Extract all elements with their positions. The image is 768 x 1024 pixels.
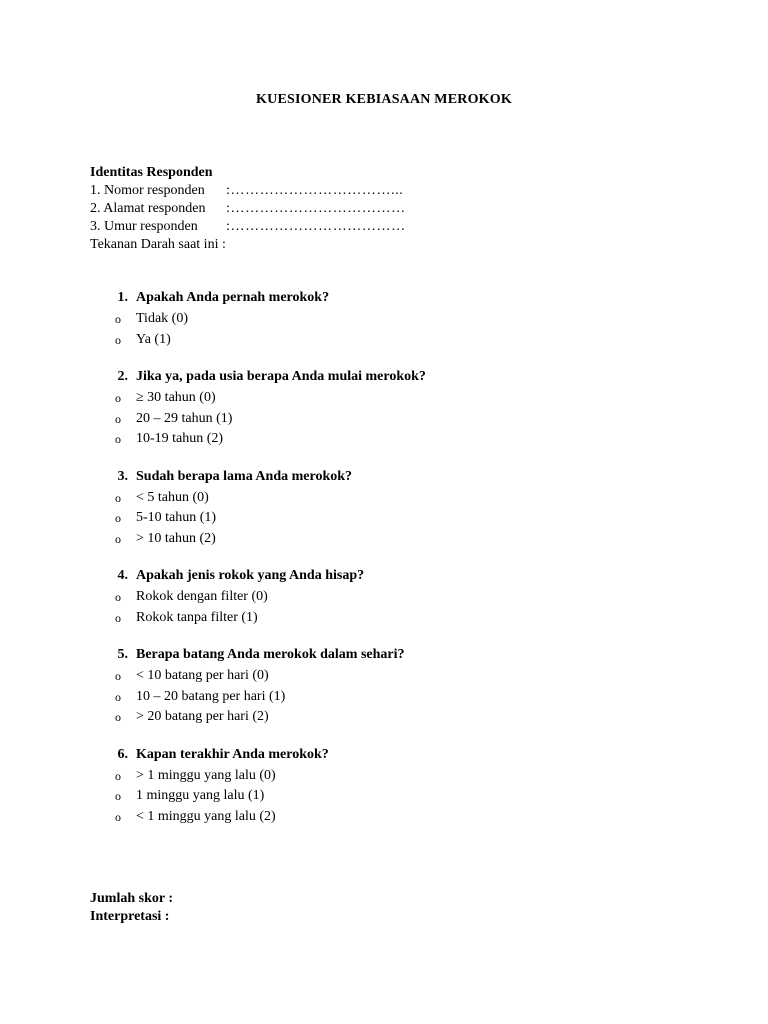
circle-bullet-icon: o	[115, 669, 121, 683]
questions-list	[90, 286, 690, 842]
circle-bullet-icon: o	[115, 590, 121, 604]
field-label: 3. Umur responden	[90, 219, 198, 234]
circle-bullet-icon: o	[115, 768, 121, 783]
circle-bullet-icon: o	[115, 490, 121, 505]
answer-option[interactable]	[90, 707, 690, 728]
question-title	[90, 564, 690, 587]
question-number: 5.	[117, 647, 128, 662]
circle-bullet-icon: o	[115, 332, 121, 347]
answer-option[interactable]	[90, 388, 690, 409]
question-text: Apakah Anda pernah merokok?	[136, 290, 330, 305]
answer-option[interactable]	[90, 429, 690, 450]
respondent-address-field	[90, 200, 406, 218]
answer-option[interactable]	[90, 786, 690, 807]
answer-option-label: 10 – 20 batang per hari (1)	[136, 688, 286, 704]
question-title	[90, 743, 690, 766]
question-number: 4.	[117, 568, 128, 583]
circle-bullet-icon: o	[115, 312, 121, 326]
answer-option[interactable]	[90, 587, 690, 608]
answer-option-label: < 5 tahun (0)	[136, 489, 209, 505]
question-title	[90, 286, 690, 309]
circle-bullet-icon: o	[115, 531, 121, 546]
question-text: Kapan terakhir Anda merokok?	[136, 746, 329, 762]
circle-bullet-icon: o	[115, 789, 121, 803]
respondent-age-field	[90, 218, 406, 236]
field-dotted-line: :………………………………	[226, 201, 406, 216]
answer-option-label: 5-10 tahun (1)	[136, 510, 217, 525]
circle-bullet-icon: o	[115, 511, 121, 525]
question-3	[90, 465, 690, 550]
answer-option-label: > 20 batang per hari (2)	[136, 709, 269, 724]
circle-bullet-icon: o	[115, 411, 121, 426]
answer-option[interactable]	[90, 766, 690, 787]
answer-option[interactable]	[90, 488, 690, 509]
question-text: Apakah jenis rokok yang Anda hisap?	[136, 568, 365, 583]
answer-option-label: Rokok dengan filter (0)	[136, 589, 268, 604]
answer-option-label: > 1 minggu yang lalu (0)	[136, 767, 276, 783]
answer-option[interactable]	[90, 608, 690, 629]
circle-bullet-icon: o	[115, 391, 121, 405]
respondent-identity-section	[90, 164, 406, 254]
circle-bullet-icon: o	[115, 809, 121, 824]
answer-option[interactable]	[90, 330, 690, 351]
question-1	[90, 286, 690, 350]
answer-option-label: Tidak (0)	[136, 311, 188, 326]
identity-heading: Identitas Responden	[90, 165, 213, 180]
answer-option[interactable]	[90, 309, 690, 330]
question-number: 3.	[117, 468, 128, 484]
question-text: Jika ya, pada usia berapa Anda mulai merokok?	[136, 369, 426, 384]
question-6	[90, 743, 690, 828]
field-dotted-line: :………………………………	[226, 219, 406, 234]
answer-option-label: 10-19 tahun (2)	[136, 431, 224, 446]
answer-option[interactable]	[90, 529, 690, 550]
answer-option[interactable]	[90, 666, 690, 687]
answer-option-label: ≥ 30 tahun (0)	[136, 390, 216, 405]
circle-bullet-icon: o	[115, 610, 121, 625]
circle-bullet-icon: o	[115, 432, 121, 446]
document-title: KUESIONER KEBIASAAN MEROKOK	[256, 92, 512, 107]
answer-option-label: < 10 batang per hari (0)	[136, 668, 269, 683]
question-title	[90, 643, 690, 666]
answer-option[interactable]	[90, 508, 690, 529]
question-number: 2.	[117, 369, 128, 384]
total-score-label: Jumlah skor :	[90, 891, 173, 906]
question-4	[90, 564, 690, 628]
answer-option-label: Ya (1)	[136, 331, 171, 347]
field-label: 1. Nomor responden	[90, 183, 205, 198]
answer-option-label: 1 minggu yang lalu (1)	[136, 788, 265, 803]
interpretation-label: Interpretasi :	[90, 909, 170, 924]
score-footer	[90, 890, 173, 926]
answer-option-label: 20 – 29 tahun (1)	[136, 410, 233, 426]
question-title	[90, 365, 690, 388]
field-label: 2. Alamat responden	[90, 201, 206, 216]
answer-option[interactable]	[90, 409, 690, 430]
question-text: Berapa batang Anda merokok dalam sehari?	[136, 647, 405, 662]
question-5	[90, 643, 690, 728]
question-number: 6.	[117, 746, 128, 762]
question-2	[90, 365, 690, 450]
answer-option[interactable]	[90, 687, 690, 708]
answer-option-label: < 1 minggu yang lalu (2)	[136, 808, 276, 824]
field-dotted-line: :……………………………...	[226, 183, 404, 198]
answer-option-label: Rokok tanpa filter (1)	[136, 609, 258, 625]
question-text: Sudah berapa lama Anda merokok?	[136, 468, 353, 484]
circle-bullet-icon: o	[115, 710, 121, 724]
answer-option[interactable]	[90, 807, 690, 828]
question-number: 1.	[117, 290, 128, 305]
answer-option-label: > 10 tahun (2)	[136, 530, 216, 546]
blood-pressure-field: Tekanan Darah saat ini :	[90, 237, 226, 252]
question-title	[90, 465, 690, 488]
respondent-number-field	[90, 182, 406, 200]
circle-bullet-icon: o	[115, 689, 121, 704]
